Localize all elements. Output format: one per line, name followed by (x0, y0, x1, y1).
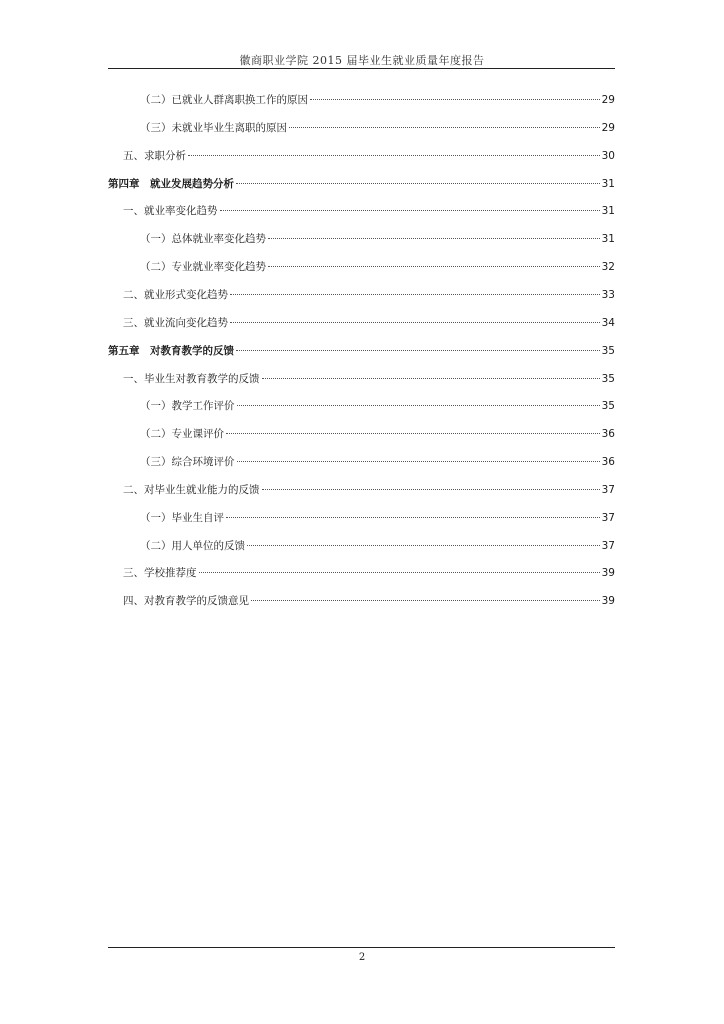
toc-entry-page-number: 30 (601, 149, 615, 162)
toc-dot-leader (251, 600, 600, 601)
toc-entry-label: （二）专业就业率变化趋势 (140, 261, 266, 274)
toc-entry-label: （二）用人单位的反馈 (140, 539, 245, 552)
toc-entry-label: （一）毕业生自评 (140, 511, 224, 524)
footer-divider (108, 947, 615, 948)
toc-entry-page-number: 29 (601, 121, 615, 134)
toc-dot-leader (236, 350, 600, 351)
toc-entry-label: 第四章 就业发展趋势分析 (108, 177, 234, 190)
toc-entry[interactable] (140, 92, 615, 108)
toc-entry[interactable] (123, 287, 615, 303)
toc-entry[interactable] (123, 148, 615, 164)
toc-entry-page-number: 36 (601, 428, 615, 441)
toc-dot-leader (226, 433, 600, 434)
toc-dot-leader (262, 378, 600, 379)
toc-entry[interactable] (140, 120, 615, 136)
toc-entry-label: （一）教学工作评价 (140, 400, 235, 413)
page-number: 2 (358, 952, 366, 963)
toc-entry-page-number: 35 (601, 372, 615, 385)
toc-entry[interactable] (140, 259, 615, 275)
toc-entry-page-number: 37 (601, 539, 615, 552)
toc-entry-page-number: 31 (601, 205, 615, 218)
toc-dot-leader (199, 572, 600, 573)
toc-dot-leader (226, 517, 600, 518)
toc-entry-label: （三）综合环境评价 (140, 456, 235, 469)
page-header-title: 徽商职业学院 2015 届毕业生就业质量年度报告 (239, 54, 485, 67)
toc-entry-label: 第五章 对教育教学的反馈 (108, 344, 234, 357)
toc-entry-page-number: 29 (601, 94, 615, 106)
toc-dot-leader (236, 183, 600, 184)
toc-dot-leader (289, 127, 600, 128)
toc-entry-label: 一、毕业生对教育教学的反馈 (123, 372, 260, 385)
toc-entry[interactable] (123, 482, 615, 498)
toc-entry-label: 一、就业率变化趋势 (123, 205, 218, 218)
toc-entry[interactable] (140, 510, 615, 526)
toc-dot-leader (268, 238, 600, 239)
toc-entry-page-number: 39 (601, 567, 615, 580)
toc-entry-label: 四、对教育教学的反馈意见 (123, 595, 249, 608)
toc-entry-label: 三、学校推荐度 (123, 567, 197, 580)
toc-entry[interactable] (140, 231, 615, 247)
toc-entry-page-number: 37 (601, 511, 615, 524)
toc-entry-page-number: 36 (601, 456, 615, 469)
toc-chapter-entry[interactable] (108, 343, 615, 359)
toc-chapter-entry[interactable] (108, 176, 615, 192)
toc-dot-leader (237, 405, 600, 406)
toc-entry[interactable] (123, 203, 615, 219)
toc-entry[interactable] (140, 398, 615, 414)
toc-entry[interactable] (123, 593, 615, 609)
toc-entry[interactable] (123, 315, 615, 331)
toc-dot-leader (310, 99, 600, 100)
toc-entry-label: （三）未就业毕业生离职的原因 (140, 121, 287, 134)
toc-dot-leader (230, 322, 600, 323)
toc-entry-page-number: 35 (601, 344, 615, 357)
toc-entry-page-number: 35 (601, 400, 615, 413)
toc-entry-page-number: 39 (601, 595, 615, 608)
toc-dot-leader (230, 294, 600, 295)
toc-entry-page-number: 37 (601, 483, 615, 496)
toc-entry-page-number: 31 (601, 177, 615, 190)
toc-entry-label: 二、对毕业生就业能力的反馈 (123, 483, 260, 496)
toc-entry-page-number: 34 (601, 316, 615, 329)
toc-entry-label: 五、求职分析 (123, 149, 186, 162)
toc-entry-label: 二、就业形式变化趋势 (123, 288, 228, 301)
toc-dot-leader (188, 155, 600, 156)
toc-entry-page-number: 32 (601, 261, 615, 274)
toc-entry-page-number: 31 (601, 233, 615, 246)
toc-dot-leader (268, 266, 600, 267)
toc-entry[interactable] (140, 538, 615, 554)
toc-dot-leader (237, 461, 600, 462)
toc-entry[interactable] (140, 426, 615, 442)
toc-entry-label: （二）已就业人群离职换工作的原因 (140, 94, 308, 106)
toc-entry-label: 三、就业流向变化趋势 (123, 316, 228, 329)
toc-entry-label: （二）专业课评价 (140, 428, 224, 441)
toc-dot-leader (220, 210, 600, 211)
header-divider (108, 68, 615, 69)
toc-dot-leader (247, 545, 600, 546)
toc-entry-label: （一）总体就业率变化趋势 (140, 233, 266, 246)
toc-entry[interactable] (140, 454, 615, 470)
toc-entry[interactable] (123, 371, 615, 387)
toc-entry[interactable] (123, 565, 615, 581)
toc-entry-page-number: 33 (601, 288, 615, 301)
toc-dot-leader (262, 489, 600, 490)
